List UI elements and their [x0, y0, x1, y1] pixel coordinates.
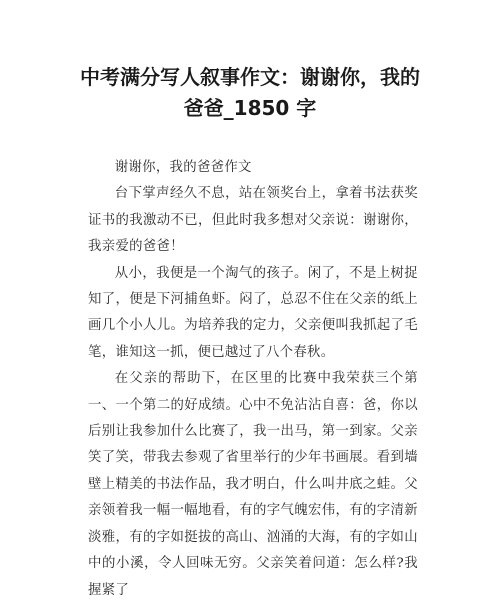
article-paragraph: 台下掌声经久不息，站在领奖台上，拿着书法获奖证书的我激动不已，但此时我多想对父亲说：谢谢你，我亲爱的爸爸！ — [88, 186, 418, 255]
article-title — [0, 62, 500, 124]
article-paragraph: 从小，我便是一个淘气的孩子。闲了，不是上树捉知了，便是下河捕鱼虾。闷了，总忍不住在父亲的纸上画几个小人儿。为培养我的定力，父亲便叫我抓起了毛笔，谁知这一抓，便已越过了八个春秋。 — [88, 265, 418, 360]
article-title-line-1: 中考满分写人叙事作文：谢谢你，我的 — [80, 65, 420, 89]
article-paragraph: 在父亲的帮助下，在区里的比赛中我荣获三个第一、一个第二的好成绩。心中不免沾沾自喜：爸，你以后别让我参加什么比赛了，我一出马，第一到家。父亲笑了笑，带我去参观了省里举行的少年书画展。看到墙壁上精美的书法作品，我才明白，什么叫井底之蛙。父亲领着我一幅一幅地看，有的字气魄宏伟，有的字清新淡雅，有的字如挺拔的高山、汹涌的大海，有的字如山中的小溪，令人回味无穷。父亲笑着问道：怎么样?我握紧了 — [88, 371, 418, 598]
article-subheading: 谢谢你，我的爸爸作文 — [114, 160, 252, 175]
article-title-line-2: 爸爸_1850 字 — [183, 96, 317, 120]
article-body — [88, 155, 418, 604]
